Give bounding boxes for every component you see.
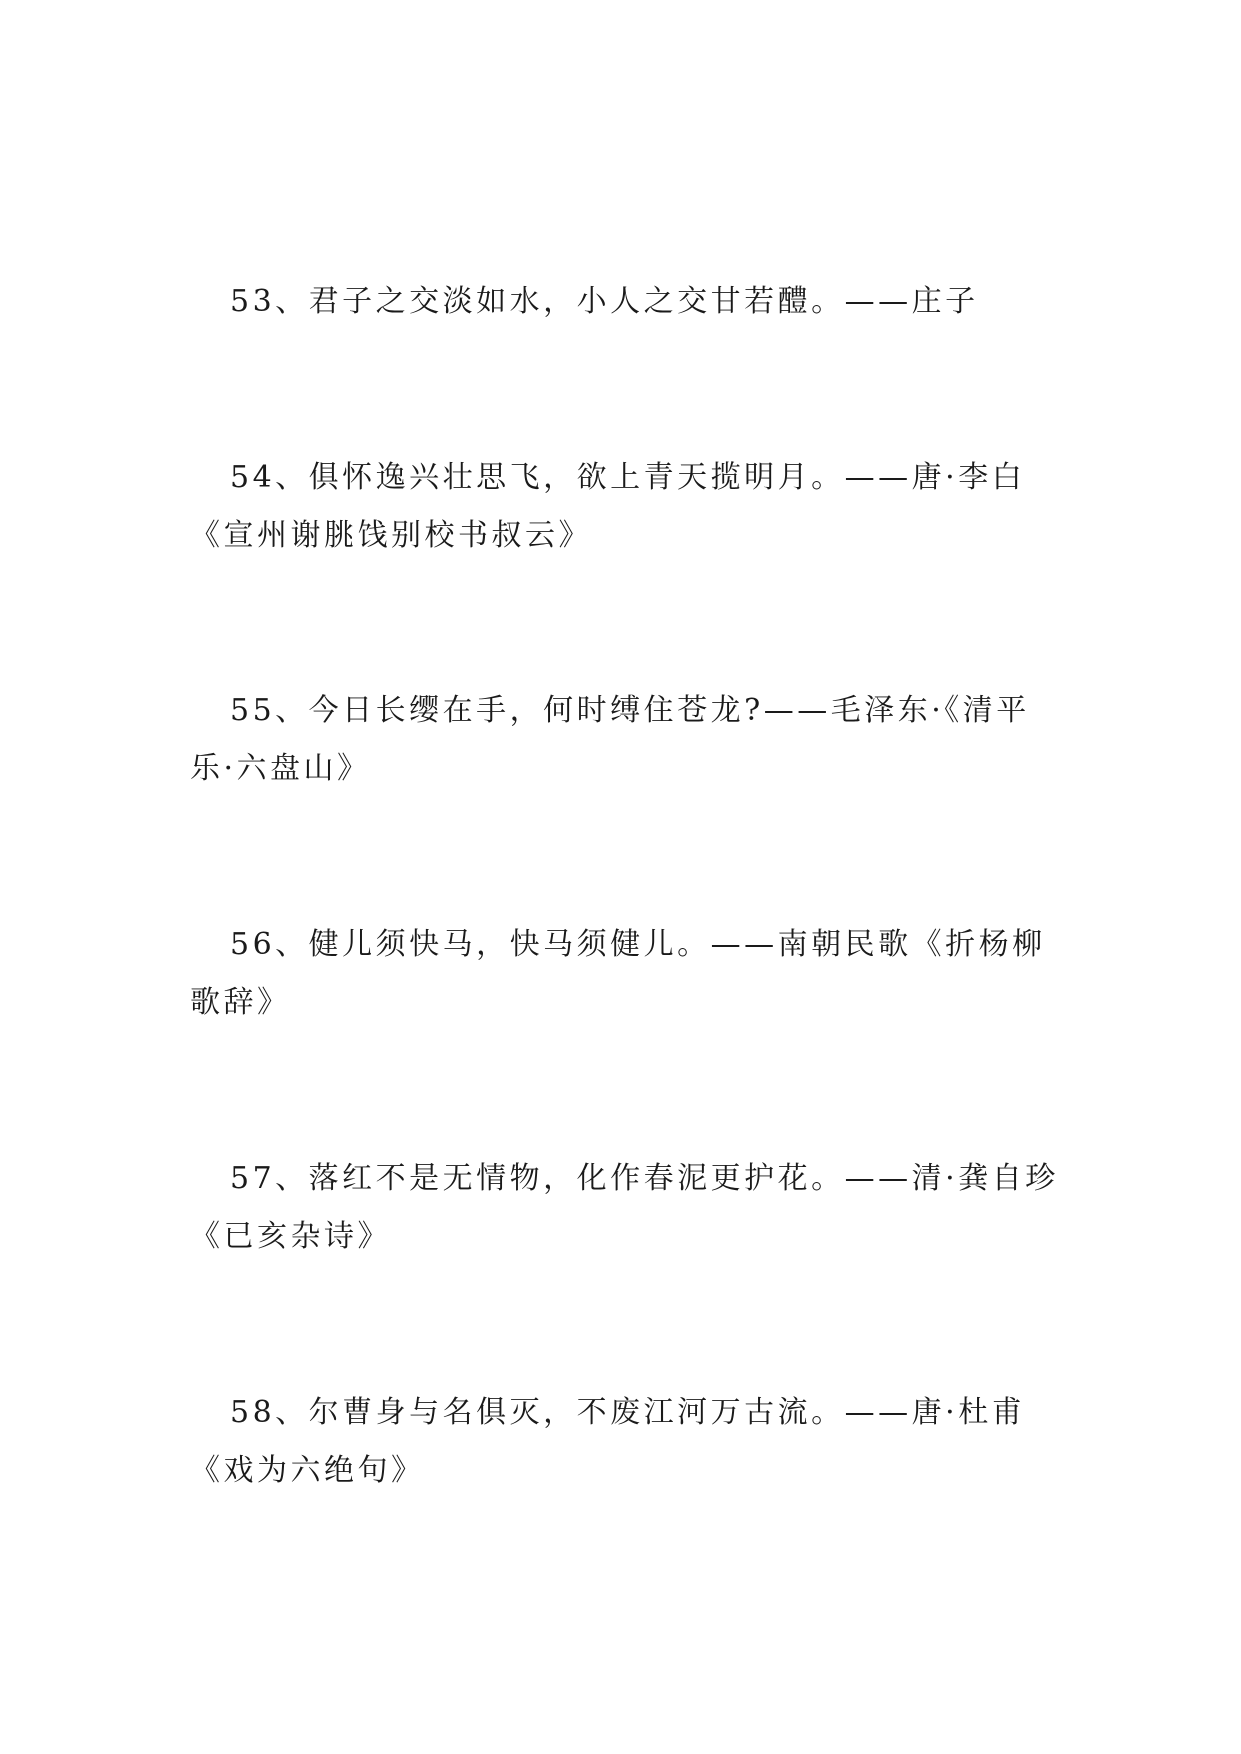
quote-paragraph-54: 54、俱怀逸兴壮思飞，欲上青天揽明月。——唐·李白《宣州谢朓饯别校书叔云》 bbox=[190, 460, 1026, 553]
quote-paragraph-56: 56、健儿须快马，快马须健儿。——南朝民歌《折杨柳歌辞》 bbox=[190, 927, 1046, 1020]
quote-paragraph-57: 57、落红不是无情物，化作春泥更护花。——清·龚自珍《已亥杂诗》 bbox=[190, 1161, 1059, 1254]
quote-paragraph-55: 55、今日长缨在手，何时缚住苍龙?——毛泽东·《清平乐·六盘山》 bbox=[190, 693, 1030, 786]
quote-paragraph-53: 53、君子之交淡如水，小人之交甘若醴。——庄子 bbox=[230, 284, 979, 319]
quote-paragraph-58: 58、尔曹身与名俱灭，不废江河万古流。——唐·杜甫《戏为六绝句》 bbox=[190, 1395, 1026, 1488]
